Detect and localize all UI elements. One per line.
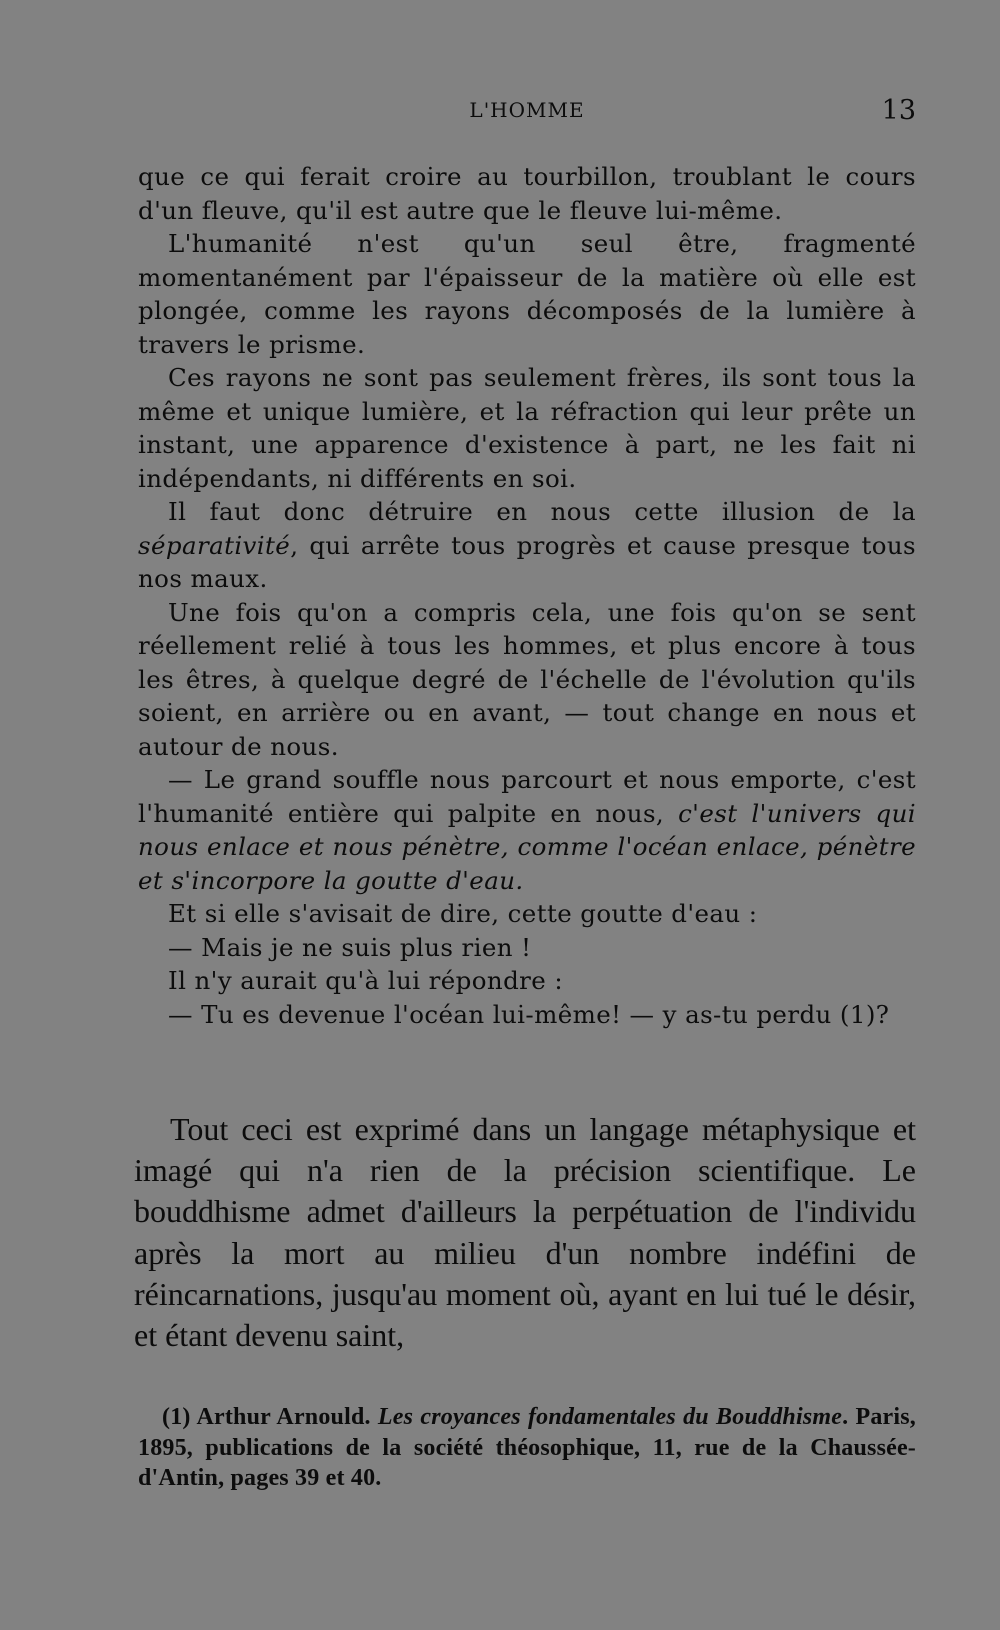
footnote-title: Les croyances fondamentales du Bouddhisme: [377, 1404, 843, 1430]
quoted-passage: [138, 160, 916, 1031]
quote-paragraph-6: [138, 763, 916, 897]
quote-paragraph-9: Il n'y aurait qu'à lui répondre :: [168, 966, 564, 995]
main-paragraph: Tout ceci est exprimé dans un langage métaphysique et imagé qui n'a rien de la précision scientifique. Le bouddhisme admet d'ailleurs la perpétuation de l'individu après la mort au milieu d'un nombre indéfini de réincarnations, jusqu'au moment où, ayant en lui tué le désir, et étant devenu saint,: [134, 1111, 916, 1354]
running-head: L'HOMME: [469, 98, 585, 122]
quote-paragraph-3: Ces rayons ne sont pas seulement frères, ils sont tous la même et unique lumière, et la réfraction qui leur prête un instant, une apparence d'existence à part, ne les fait ni indépendants, ni différents en soi.: [138, 363, 916, 493]
footnote: [138, 1402, 916, 1494]
quote-text: — Le grand souffle nous parcourt et nous emporte, c'est l'humanité entière qui palpite en nous,: [138, 765, 916, 828]
page-header: [138, 95, 916, 132]
quote-text: Il faut donc détruire en nous cette illusion de la: [168, 497, 916, 526]
footnote-rest: . Paris, 1895, publications de la société théosophique, 11, rue de la Chaussée-d'Antin, pages 39 et 40.: [138, 1404, 917, 1491]
quote-text: , qui arrête tous progrès et cause presque tous nos maux.: [138, 530, 916, 593]
main-text: [134, 1109, 916, 1356]
page-number: 13: [881, 95, 916, 126]
quote-italic-term: séparativité: [138, 530, 291, 560]
quote-paragraph-1: que ce qui ferait croire au tourbillon, troublant le cours d'un fleuve, qu'il est autre que le fleuve lui-même.: [138, 162, 916, 225]
footnote-paragraph: [138, 1402, 916, 1494]
footnote-lead: (1) Arthur Arnould.: [162, 1404, 378, 1430]
quote-paragraph-8: — Mais je ne suis plus rien !: [168, 932, 532, 962]
quote-paragraph-4: [138, 495, 916, 596]
quote-paragraph-10: — Tu es devenue l'océan lui-même! — y as-tu perdu (1)?: [168, 999, 890, 1029]
quote-paragraph-7: Et si elle s'avisait de dire, cette goutte d'eau :: [168, 899, 758, 928]
quote-italic-phrase: c'est l'univers qui nous enlace et nous pénètre, comme l'océan enlace, pénètre et s'incorpore la goutte d'eau.: [138, 798, 916, 895]
quote-paragraph-2: L'humanité n'est qu'un seul être, fragmenté momentanément par l'épaisseur de la matière où elle est plongée, comme les rayons décomposés de la lumière à travers le prisme.: [138, 229, 916, 359]
quote-paragraph-5: Une fois qu'on a compris cela, une fois qu'on se sent réellement relié à tous les hommes, et plus encore à tous les êtres, à quelque degré de l'échelle de l'évolution qu'ils soient, en arrière ou en avant, — tout change en nous et autour de nous.: [138, 597, 916, 761]
